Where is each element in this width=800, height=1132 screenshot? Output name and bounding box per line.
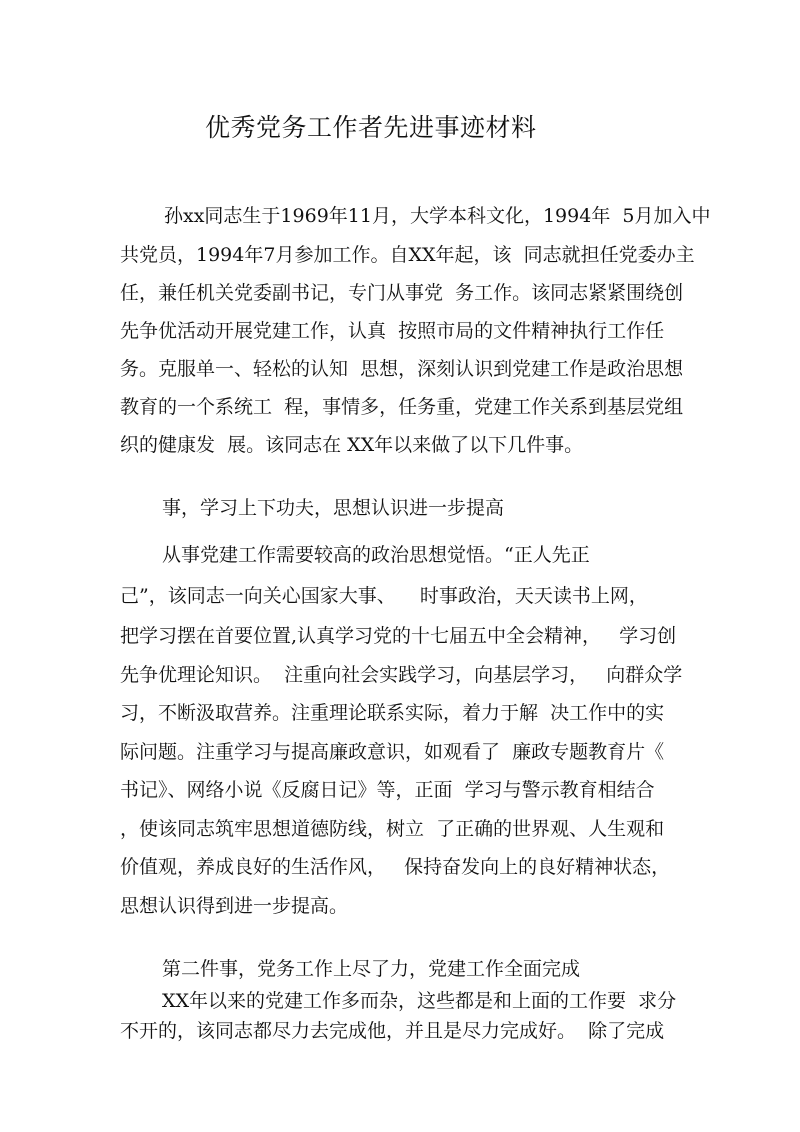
paragraph-line: 从事党建工作需要较高的政治思想觉悟。“正人先正	[162, 544, 590, 566]
paragraph-line: 价值观，养成良好的生活作风， 保持奋发向上的良好精神状态，	[120, 856, 671, 878]
section-heading: 事，学习上下功夫，思想认识进一步提高	[162, 497, 505, 519]
paragraph-line: 教育的一个系统工 程，事情多，任务重，党建工作关系到基层党组	[120, 396, 684, 418]
document-title: 优秀党务工作者先进事迹材料	[205, 113, 537, 142]
paragraph-line: 书记》、网络小说《反腐日记》等，正面 学习与警示教育相结合	[120, 779, 655, 801]
paragraph-line: 织的健康发 展。该同志在 XX年以来做了以下几件事。	[120, 434, 584, 456]
paragraph-line: 先争优理论知识。 注重向社会实践学习，向基层学习， 向群众学	[120, 664, 683, 686]
paragraph-line: 共党员，1994年7月参加工作。自XX年起，该 同志就担任党委办主	[120, 244, 695, 266]
paragraph-line: 思想认识得到进一步提高。	[120, 895, 349, 917]
paragraph-line: 任，兼任机关党委副书记，专门从事党 务工作。该同志紧紧围绕创	[120, 282, 684, 304]
paragraph-line: 际问题。注重学习与提高廉政意识，如观看了 廉政专题教育片《	[120, 741, 665, 763]
paragraph-line: 不开的，该同志都尽力去完成他，并且是尽力完成好。 除了完成	[120, 1020, 665, 1042]
paragraph-line: 务。克服单一、轻松的认知 思想，深刻认识到党建工作是政治思想	[120, 358, 684, 380]
paragraph-line: 己”，该同志一向关心国家大事、 时事政治，天天读书上网，	[120, 585, 648, 607]
paragraph-line: 孙xx同志生于1969年11月，大学本科文化，1994年 5月加入中	[164, 205, 711, 227]
paragraph-line: XX年以来的党建工作多而杂，这些都是和上面的工作要 求分	[162, 990, 677, 1012]
section-heading: 第二件事，党务工作上尽了力，党建工作全面完成	[162, 958, 581, 980]
paragraph-line: 习，不断汲取营养。注重理论联系实际，着力于解 决工作中的实	[120, 702, 665, 724]
paragraph-line: ，使该同志筑牢思想道德防线，树立 了正确的世界观、人生观和	[120, 818, 665, 840]
paragraph-line: 先争优活动开展党建工作，认真 按照市局的文件精神执行工作任	[120, 320, 665, 342]
paragraph-line: 把学习摆在首要位置,认真学习党的十七届五中全会精神， 学习创	[120, 625, 677, 647]
